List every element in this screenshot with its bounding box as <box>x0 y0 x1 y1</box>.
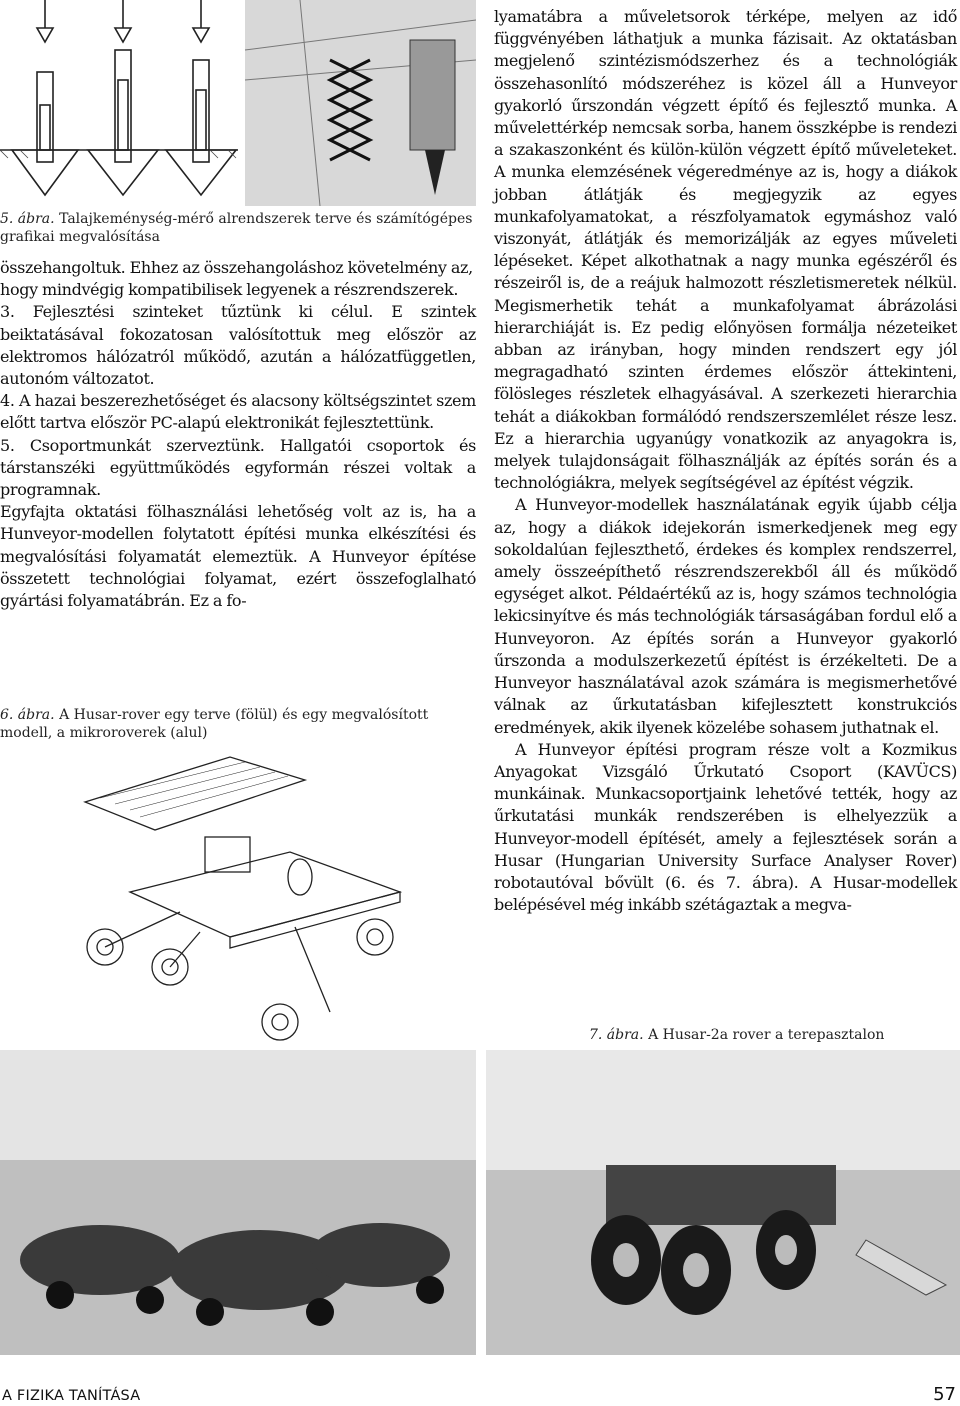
figure-6-caption <box>0 706 476 742</box>
page-number: 57 <box>933 1384 956 1405</box>
journal-title: A FIZIKA TANÍTÁSA <box>2 1388 141 1404</box>
paragraph: lyamatábra a műveletsorok térképe, melyen az idő függvényében láthatjuk a munka fázisait. Az oktatásban megjelenő szintézismódszerhez és a technológiák összehasonlító módszeréhez is közel áll a Hunveyor gyakorló űrszondán végzett építő és fejlesztő munka. A művelettérkép nemcsak sorba, hanem összképbe is rendezi a szakaszonként és külön-külön végzett építő műveleteket. A munka elemzésének végeredménye az is, hogy a diákok jobban átlátják és megjegyzik az egyes munkafolyamatokat, a részfolyamatok egymáshoz való viszonyát, átlátják és memorizálják az egyes műveleti lépéseket. Képet alkothatnak a nagy munka egészéről és részeiről is, de a reájuk halmozott részletismeretek nélkül. Megismerhetik tehát a munkafolyamat ábrázolási hierarchiáját is. Ez pedig előnyösen formálja nézeteiket abban az irányban, hogy minden rendszert egy jól megragadható szinten érdemes először áttekinteni, fölösleges részletek elhagyásával. A szerkezeti hierarchia tehát a diákokban formálódó rendszerszemlélet része lesz. Ez a hierarchia ugyanúgy vonatkozik az anyagokra is, melyek tulajdonságait fölhasználják az építés során és a technológiákra, melyek segítségével az építést végzik. <box>494 7 957 493</box>
figure-6-drawing <box>30 752 450 1042</box>
paragraph: Egyfajta oktatási fölhasználási lehetőség volt az is, ha a Hunveyor-modellen folytatott építési munka elkészítési és megvalósítási folyamatát elemeztük. A Hunveyor építése összetett technológiai folyamat, ezért összefoglalható gyártási folyamatábrán. Ez a fo- <box>0 502 476 611</box>
figure-6-label: 6. ábra. <box>0 707 55 723</box>
figure-5-label: 5. ábra. <box>0 211 55 227</box>
figure-5-text: Talajkeménység-mérő alrendszerek terve és számítógépes grafikai megvalósítása <box>0 211 473 245</box>
figure-7-photo <box>486 1050 960 1355</box>
figure-7-label: 7. ábra. <box>589 1027 644 1043</box>
paragraph: A Hunveyor-modellek használatának egyik újabb célja az, hogy a diákok idejekorán ismerkedjenek meg egy sokoldalúan fejleszthető, érdekes és komplex rendszerrel, amely összeépíthető részrendszerekből áll és működő egységet alkot. Példaértékű az is, hogy számos technológia lekicsinyítve és más technológiák társaságában fordul elő a Hunveyoron. Az építés során a Hunveyor gyakorló űrszonda a modulszerkezetű építést is érzékelteti. De a Hunveyor használatával azok számára is megismerhetővé válnak az űrkutatásban kifejlesztett konstrukciós eredmények, akik ilyenek közelébe sohasem juthatnak el. <box>494 495 957 737</box>
paragraph: 4. A hazai beszerezhetőséget és alacsony költségszintet szem előtt tartva először PC-alapú elektronikát fejlesztettünk. <box>0 391 476 433</box>
figure-7-caption <box>589 1026 949 1044</box>
paragraph: 3. Fejlesztési szinteket tűztünk ki célul. E szintek beiktatásával fokozatosan valósítottuk meg először az elektromos hálózatról működő, azután a hálózatfüggetlen, autonóm változatot. <box>0 302 476 389</box>
right-column <box>494 6 957 916</box>
figure-5-image <box>0 0 476 206</box>
paragraph: 5. Csoportmunkát szerveztünk. Hallgatói csoportok és társtanszéki együttműködés egyformán részei voltak a programnak. <box>0 435 476 500</box>
paragraph: összehangoltuk. Ehhez az összehangoláshoz követelmény az, hogy mindvégig kompatibilisek legyenek a részrendszerek. <box>0 258 473 300</box>
figure-6-photo <box>0 1050 476 1355</box>
figure-7-text: A Husar-2a rover a terepasztalon <box>648 1027 885 1043</box>
figure-6-text: A Husar-rover egy terve (fölül) és egy megvalósított modell, a mikroroverek (alul) <box>0 707 429 741</box>
paragraph: A Hunveyor építési program része volt a Kozmikus Anyagokat Vizsgáló Űrkutató Csoport (KAVÜCS) munkáinak. Munkacsoportjaink lehetővé tették, hogy az űrkutatási munkák rendszerében is elhelyezzük a Hunveyor-modell építését, amely a fejlesztések során a Husar (Hungarian University Surface Analyser Rover) robotautóval bővült (6. és 7. ábra). A Husar-modellek belépésével még inkább szétágaztak a megva- <box>494 739 957 915</box>
left-column <box>0 257 476 612</box>
figure-5-caption <box>0 210 476 246</box>
